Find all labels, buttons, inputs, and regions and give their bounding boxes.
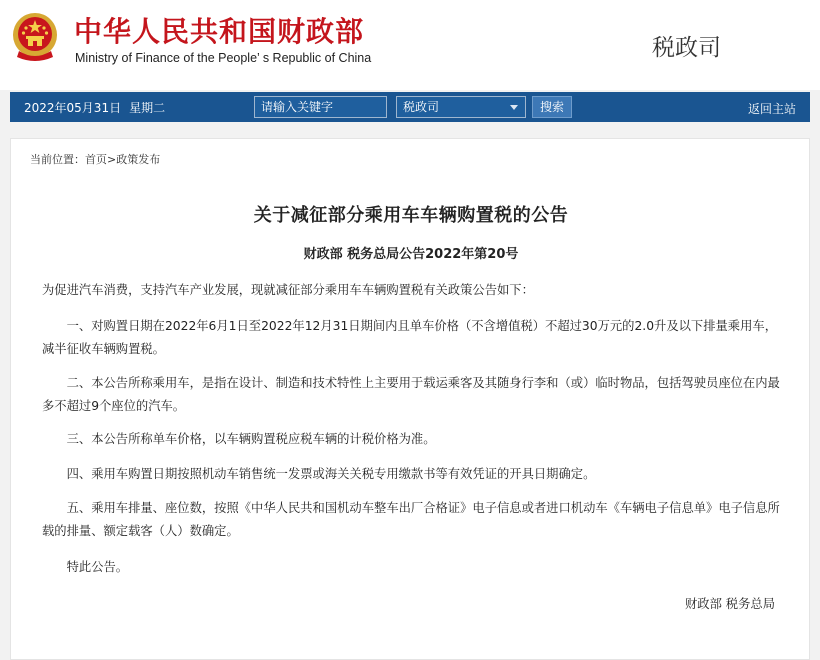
department-select[interactable] [396, 96, 526, 118]
document-paragraph: 三、本公告所称单车价格，以车辆购置税应税车辆的计税价格为准。 [66, 432, 436, 446]
document-paragraph: 五、乘用车排量、座位数，按照《中华人民共和国机动车整车出厂合格证》电子信息或者进口机动车《车辆电子信息单》电子信息所载的排量、额定载客（人）数确定。 [42, 501, 780, 538]
current-date [24, 99, 165, 116]
top-navbar [10, 92, 810, 122]
site-header [0, 0, 820, 90]
weekday-text: 星期二 [129, 101, 166, 115]
content-panel [10, 138, 810, 660]
breadcrumb: 当前位置：首页>政策发布 [30, 153, 161, 166]
document-title: 关于减征部分乘用车车辆购置税的公告 [253, 205, 569, 226]
date-text: 2022年05月31日 [24, 101, 122, 115]
site-title: 中华人民共和国财政部 [74, 15, 365, 48]
document-subtitle: 财政部 税务总局公告2022年第20号 [303, 247, 519, 262]
site-subtitle: Ministry of Finance of the People’ s Republic of China [75, 51, 372, 65]
department-name: 税政司 [652, 35, 721, 61]
return-home-link[interactable]: 返回主站 [747, 102, 796, 116]
department-select-value: 税政司 [403, 100, 440, 114]
chevron-down-icon [510, 105, 518, 110]
document-signature: 财政部 税务总局 [685, 597, 775, 611]
document-intro: 为促进汽车消费，支持汽车产业发展，现就减征部分乘用车车辆购置税有关政策公告如下： [42, 283, 534, 297]
document-paragraph: 二、本公告所称乘用车，是指在设计、制造和技术特性上主要用于载运乘客及其随身行李和（或）临时物品，包括驾驶员座位在内最多不超过9个座位的汽车。 [42, 376, 780, 413]
document-paragraph: 一、对购置日期在2022年6月1日至2022年12月31日期间内且单车价格（不含增值税）不超过30万元的2.0升及以下排量乘用车，减半征收车辆购置税。 [42, 319, 777, 356]
national-emblem-icon [11, 11, 59, 63]
search-button[interactable]: 搜索 [532, 96, 572, 118]
document-paragraph: 四、乘用车购置日期按照机动车销售统一发票或海关关税专用缴款书等有效凭证的开具日期确定。 [66, 467, 596, 481]
search-input[interactable] [254, 96, 387, 118]
document-closing: 特此公告。 [66, 560, 129, 574]
